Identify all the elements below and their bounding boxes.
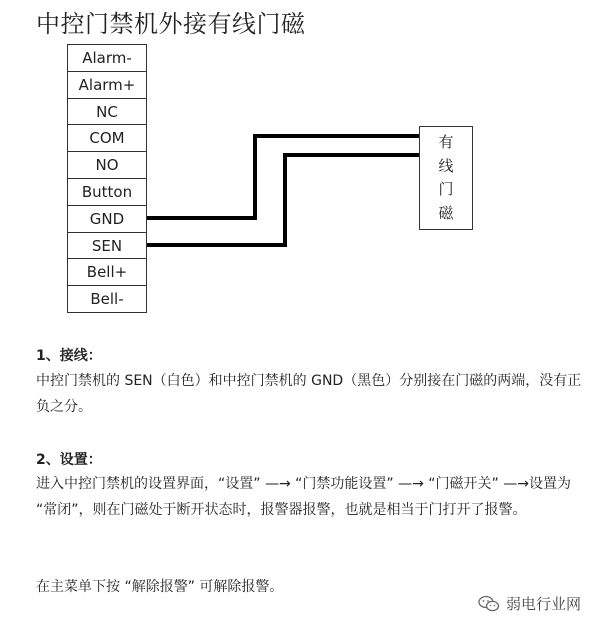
wiring-heading: 1、接线：: [36, 348, 102, 364]
terminal-bell-minus: Bell-: [68, 286, 146, 313]
sensor-label-char: 有: [438, 133, 454, 152]
terminal-alarm-minus: Alarm-: [68, 45, 146, 72]
closing-paragraph: 在主菜单下按 “解除报警” 可解除报警。: [36, 579, 284, 595]
wechat-icon: [478, 595, 500, 613]
door-sensor-box: [419, 126, 473, 230]
wiring-paragraph: 中控门禁机的 SEN（白色）和中控门禁机的 GND（黑色）分别接在门磁的两端，没有正负之分。: [36, 373, 582, 415]
terminal-sen: SEN: [68, 233, 146, 260]
terminal-button: Button: [68, 179, 146, 206]
sensor-label-char: 磁: [438, 203, 454, 222]
settings-heading: 2、设置：: [36, 452, 102, 468]
terminal-bell-plus: Bell+: [68, 259, 146, 286]
watermark: [478, 593, 581, 614]
terminal-alarm-plus: Alarm+: [68, 72, 146, 99]
terminal-com: COM: [68, 125, 146, 152]
terminal-gnd: GND: [68, 206, 146, 233]
terminal-no: NO: [68, 152, 146, 179]
settings-paragraph: 进入中控门禁机的设置界面，“设置” —→ “门禁功能设置” —→ “门磁开关” —→设置为 “常闭”，则在门磁处于断开状态时，报警器报警，也就是相当于门打开了报警。: [36, 476, 571, 518]
terminal-nc: NC: [68, 99, 146, 126]
sensor-label-char: 线: [438, 156, 454, 175]
sensor-label-char: 门: [438, 180, 454, 199]
watermark-text: 弱电行业网: [506, 595, 582, 613]
sen-wire: [147, 155, 419, 245]
page-title: 中控门禁机外接有线门磁: [36, 10, 306, 38]
